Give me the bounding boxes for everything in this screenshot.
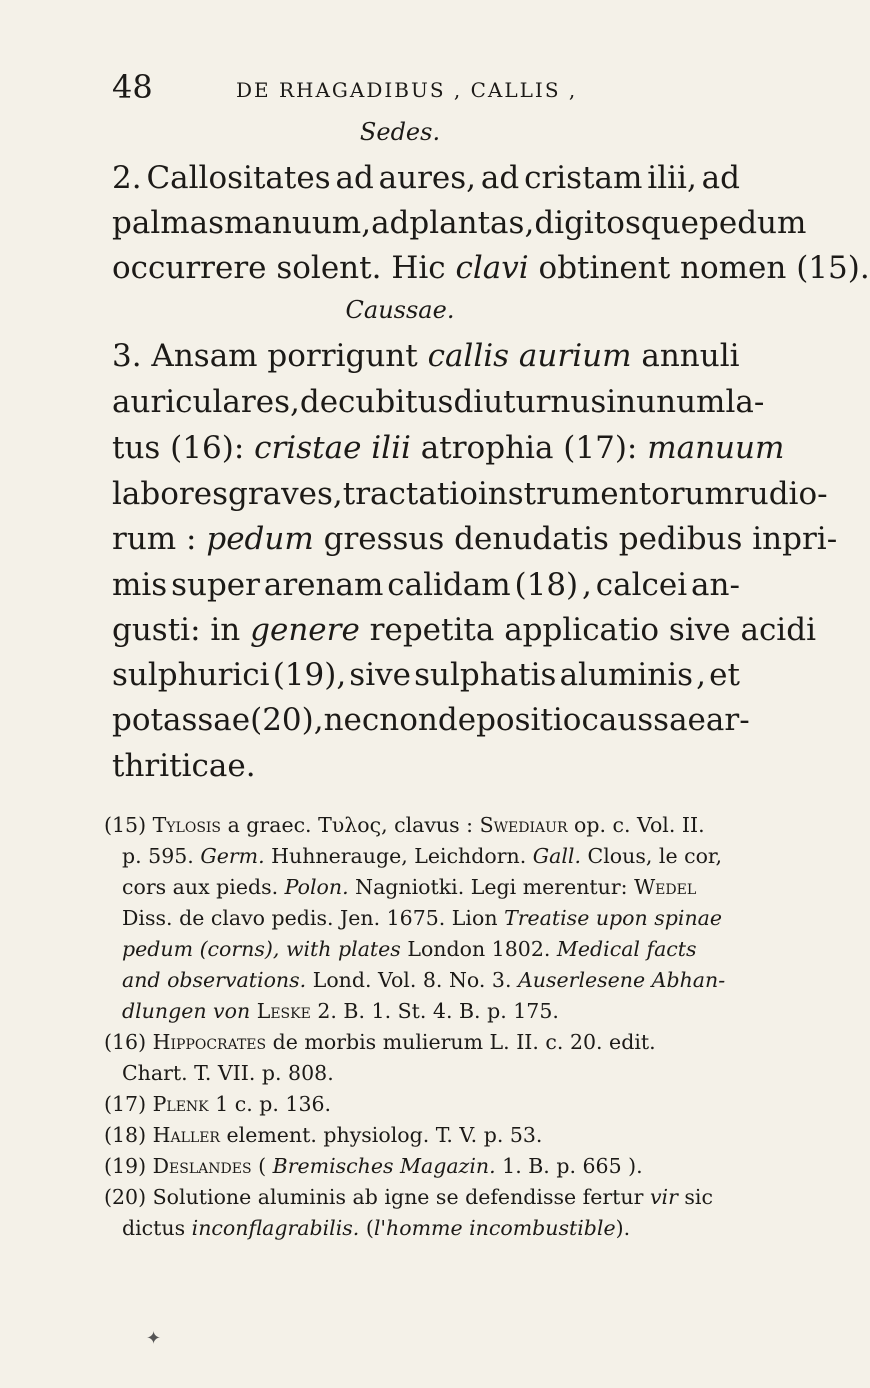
footnote-line: and observations. Lond. Vol. 8. No. 3. Auserlesene Abhan- <box>122 968 726 992</box>
page-number: 48 <box>112 68 153 106</box>
footnote-19: (19) Deslandes ( Bremisches Magazin. 1. B. p. 665 ). <box>104 1154 643 1178</box>
footnote-15: (15) Tylosis a graec. Τυλος, clavus : Swediaur op. c. Vol. II. <box>104 813 705 837</box>
footnote-line: pedum (corns), with plates London 1802. Medical facts <box>122 937 697 961</box>
section-heading-caussae: Caussae. <box>345 296 455 324</box>
paragraph-line: sulphurici (19), sive sulphatis aluminis , et <box>112 657 740 693</box>
footnote-line: dictus inconflagrabilis. (l'homme incombustible). <box>122 1216 631 1240</box>
paragraph-line: rum : pedum gressus denudatis pedibus inpri- <box>112 521 838 557</box>
paragraph-line: mis super arenam calidam (18) , calcei an- <box>112 567 740 603</box>
footnote-17: (17) Plenk 1 c. p. 136. <box>104 1092 332 1116</box>
page-header <box>112 68 732 108</box>
paragraph-line: auriculares, decubitus diuturnus in unum la- <box>112 384 765 420</box>
section-heading-sedes: Sedes. <box>359 118 441 146</box>
paragraph-line: gusti: in genere repetita applicatio sive acidi <box>112 612 816 648</box>
paragraph-line: thriticae. <box>112 748 256 784</box>
paragraph-line: labores graves, tractatio instrumentorum rudio- <box>112 476 828 512</box>
paragraph-line: palmas manuum, ad plantas, digitosque pedum <box>112 205 807 241</box>
footnote-20: (20) Solutione aluminis ab igne se defendisse fertur vir sic <box>104 1185 713 1209</box>
running-title: DE RHAGADIBUS , CALLIS , <box>236 78 578 102</box>
paragraph-line: 3. Ansam porrigunt callis aurium annuli <box>112 338 740 374</box>
footnote-16: (16) Hippocrates de morbis mulierum L. II. c. 20. edit. <box>104 1030 656 1054</box>
footnote-line: Chart. T. VII. p. 808. <box>122 1061 334 1085</box>
footnote-line: Diss. de clavo pedis. Jen. 1675. Lion Treatise upon spinae <box>122 906 722 930</box>
paragraph-line: tus (16): cristae ilii atrophia (17): manuum <box>112 430 785 466</box>
paragraph-line: 2. Callositates ad aures, ad cristam ilii, ad <box>112 160 740 196</box>
footnote-line: cors aux pieds. Polon. Nagniotki. Legi merentur: Wedel <box>122 875 697 899</box>
paragraph-line: occurrere solent. Hic clavi obtinent nomen (15). <box>112 250 870 286</box>
paragraph-line: potassae (20), nec non depositio caussae ar- <box>112 702 750 738</box>
footnote-18: (18) Haller element. physiolog. T. V. p. 53. <box>104 1123 543 1147</box>
footnote-line: p. 595. Germ. Huhnerauge, Leichdorn. Gall. Clous, le cor, <box>122 844 722 868</box>
ink-mark: ✦ <box>146 1328 162 1349</box>
footnote-line: dlungen von Leske 2. B. 1. St. 4. B. p. 175. <box>122 999 559 1023</box>
